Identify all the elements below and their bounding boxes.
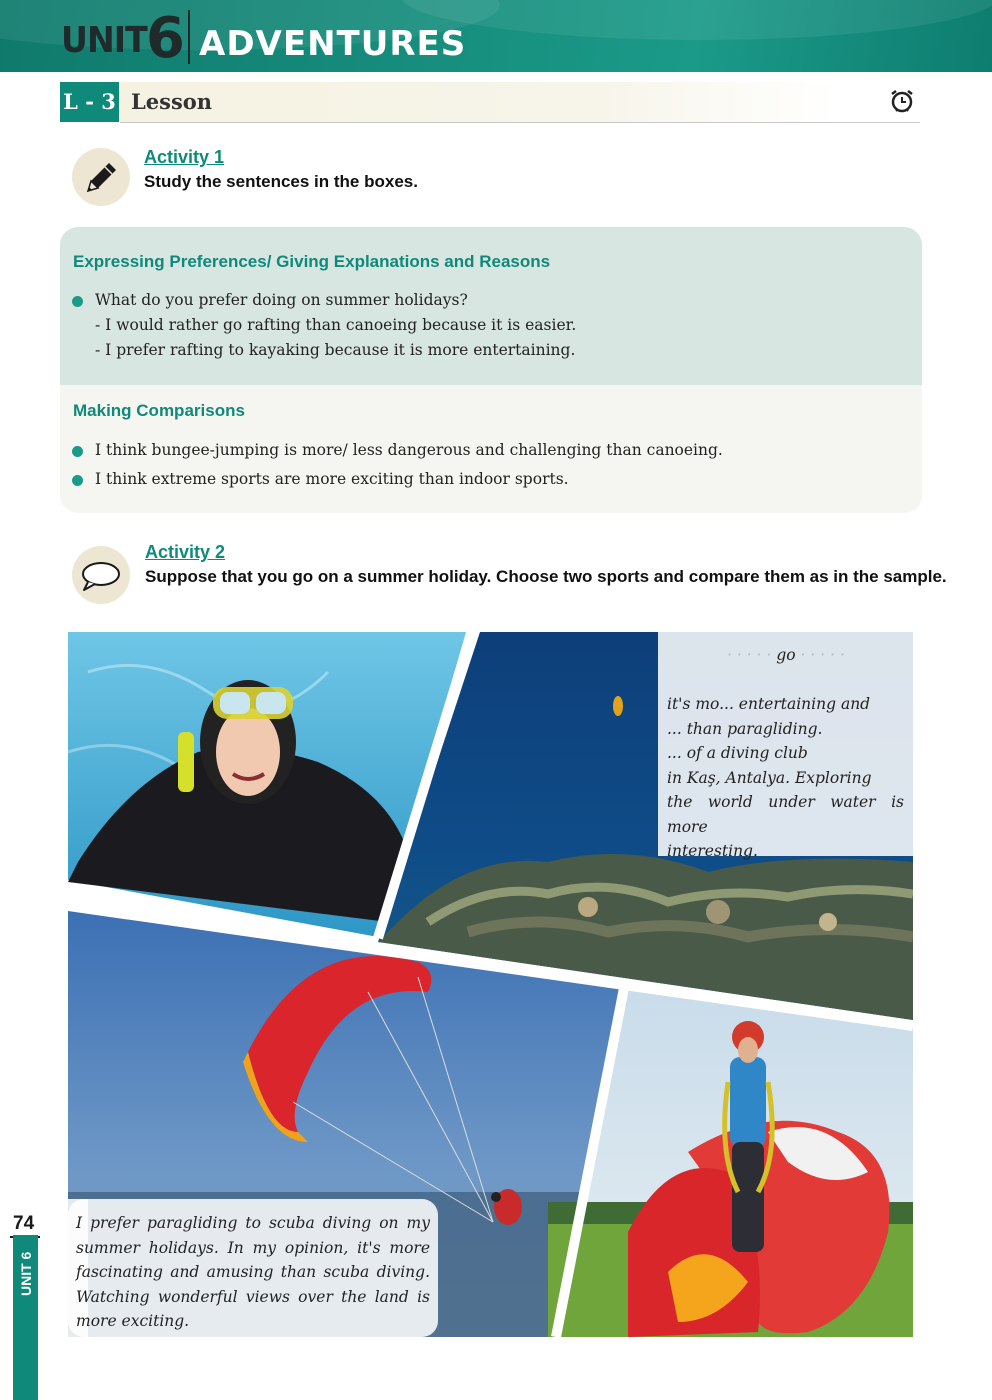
speech-bubble-icon [80, 560, 122, 592]
activity1-instruction: Study the sentences in the boxes. [144, 172, 418, 191]
diving-caption-line: interesting. [667, 842, 758, 860]
activity2-instruction: Suppose that you go on a summer holiday. Choose two sports and compare them as in the sample. [145, 567, 947, 586]
comparison-sentence: I think bungee-jumping is more/ less dangerous and challenging than canoeing. [95, 441, 723, 459]
preferences-heading: Expressing Preferences/ Giving Explanations and Reasons [73, 252, 551, 271]
bullet [72, 446, 83, 457]
diving-caption-line: it's mo... entertaining and [667, 695, 871, 713]
unit-title: ADVENTURES [199, 24, 467, 64]
side-unit-label: UNIT 6 [18, 1251, 34, 1296]
diving-caption-line: ... than paragliding. [667, 719, 823, 738]
diving-caption [667, 692, 904, 864]
unit-number: 6 [146, 6, 185, 71]
activity2-title: Activity 2 [145, 542, 226, 562]
diving-caption-partial: · · · · · go · · · · · [727, 646, 845, 664]
page-number: 74 [13, 1213, 35, 1234]
alarm-clock-icon [889, 88, 915, 114]
bullet [72, 296, 83, 307]
preferences-answer: - I prefer rafting to kayaking because it is more entertaining. [95, 341, 576, 359]
activity1-title: Activity 1 [144, 147, 225, 167]
pencil-icon [83, 158, 119, 196]
comparisons-heading: Making Comparisons [73, 401, 245, 420]
bullet [72, 475, 83, 486]
header-wave [400, 0, 992, 40]
preferences-answer: - I would rather go rafting than canoeing because it is easier. [95, 316, 577, 334]
lesson-label: Lesson [131, 89, 213, 114]
lesson-bar [120, 82, 920, 123]
paragliding-caption: I prefer paragliding to scuba diving on my summer holidays. In my opinion, it's more fascinating and amusing than scuba diving. Watching wonderful views over the land is more exciting. [76, 1214, 430, 1330]
header-divider [188, 10, 190, 64]
diving-caption-line: ... of a diving club [667, 744, 808, 762]
unit-label: UNIT [61, 20, 147, 61]
preferences-question: What do you prefer doing on summer holidays? [95, 291, 468, 309]
comparison-sentence: I think extreme sports are more exciting than indoor sports. [95, 470, 569, 488]
diving-caption-line: the world under water is more [667, 793, 904, 836]
lesson-tag: L - 3 [60, 82, 119, 122]
diving-caption-line: in Kaş, Antalya. Exploring [667, 768, 872, 787]
